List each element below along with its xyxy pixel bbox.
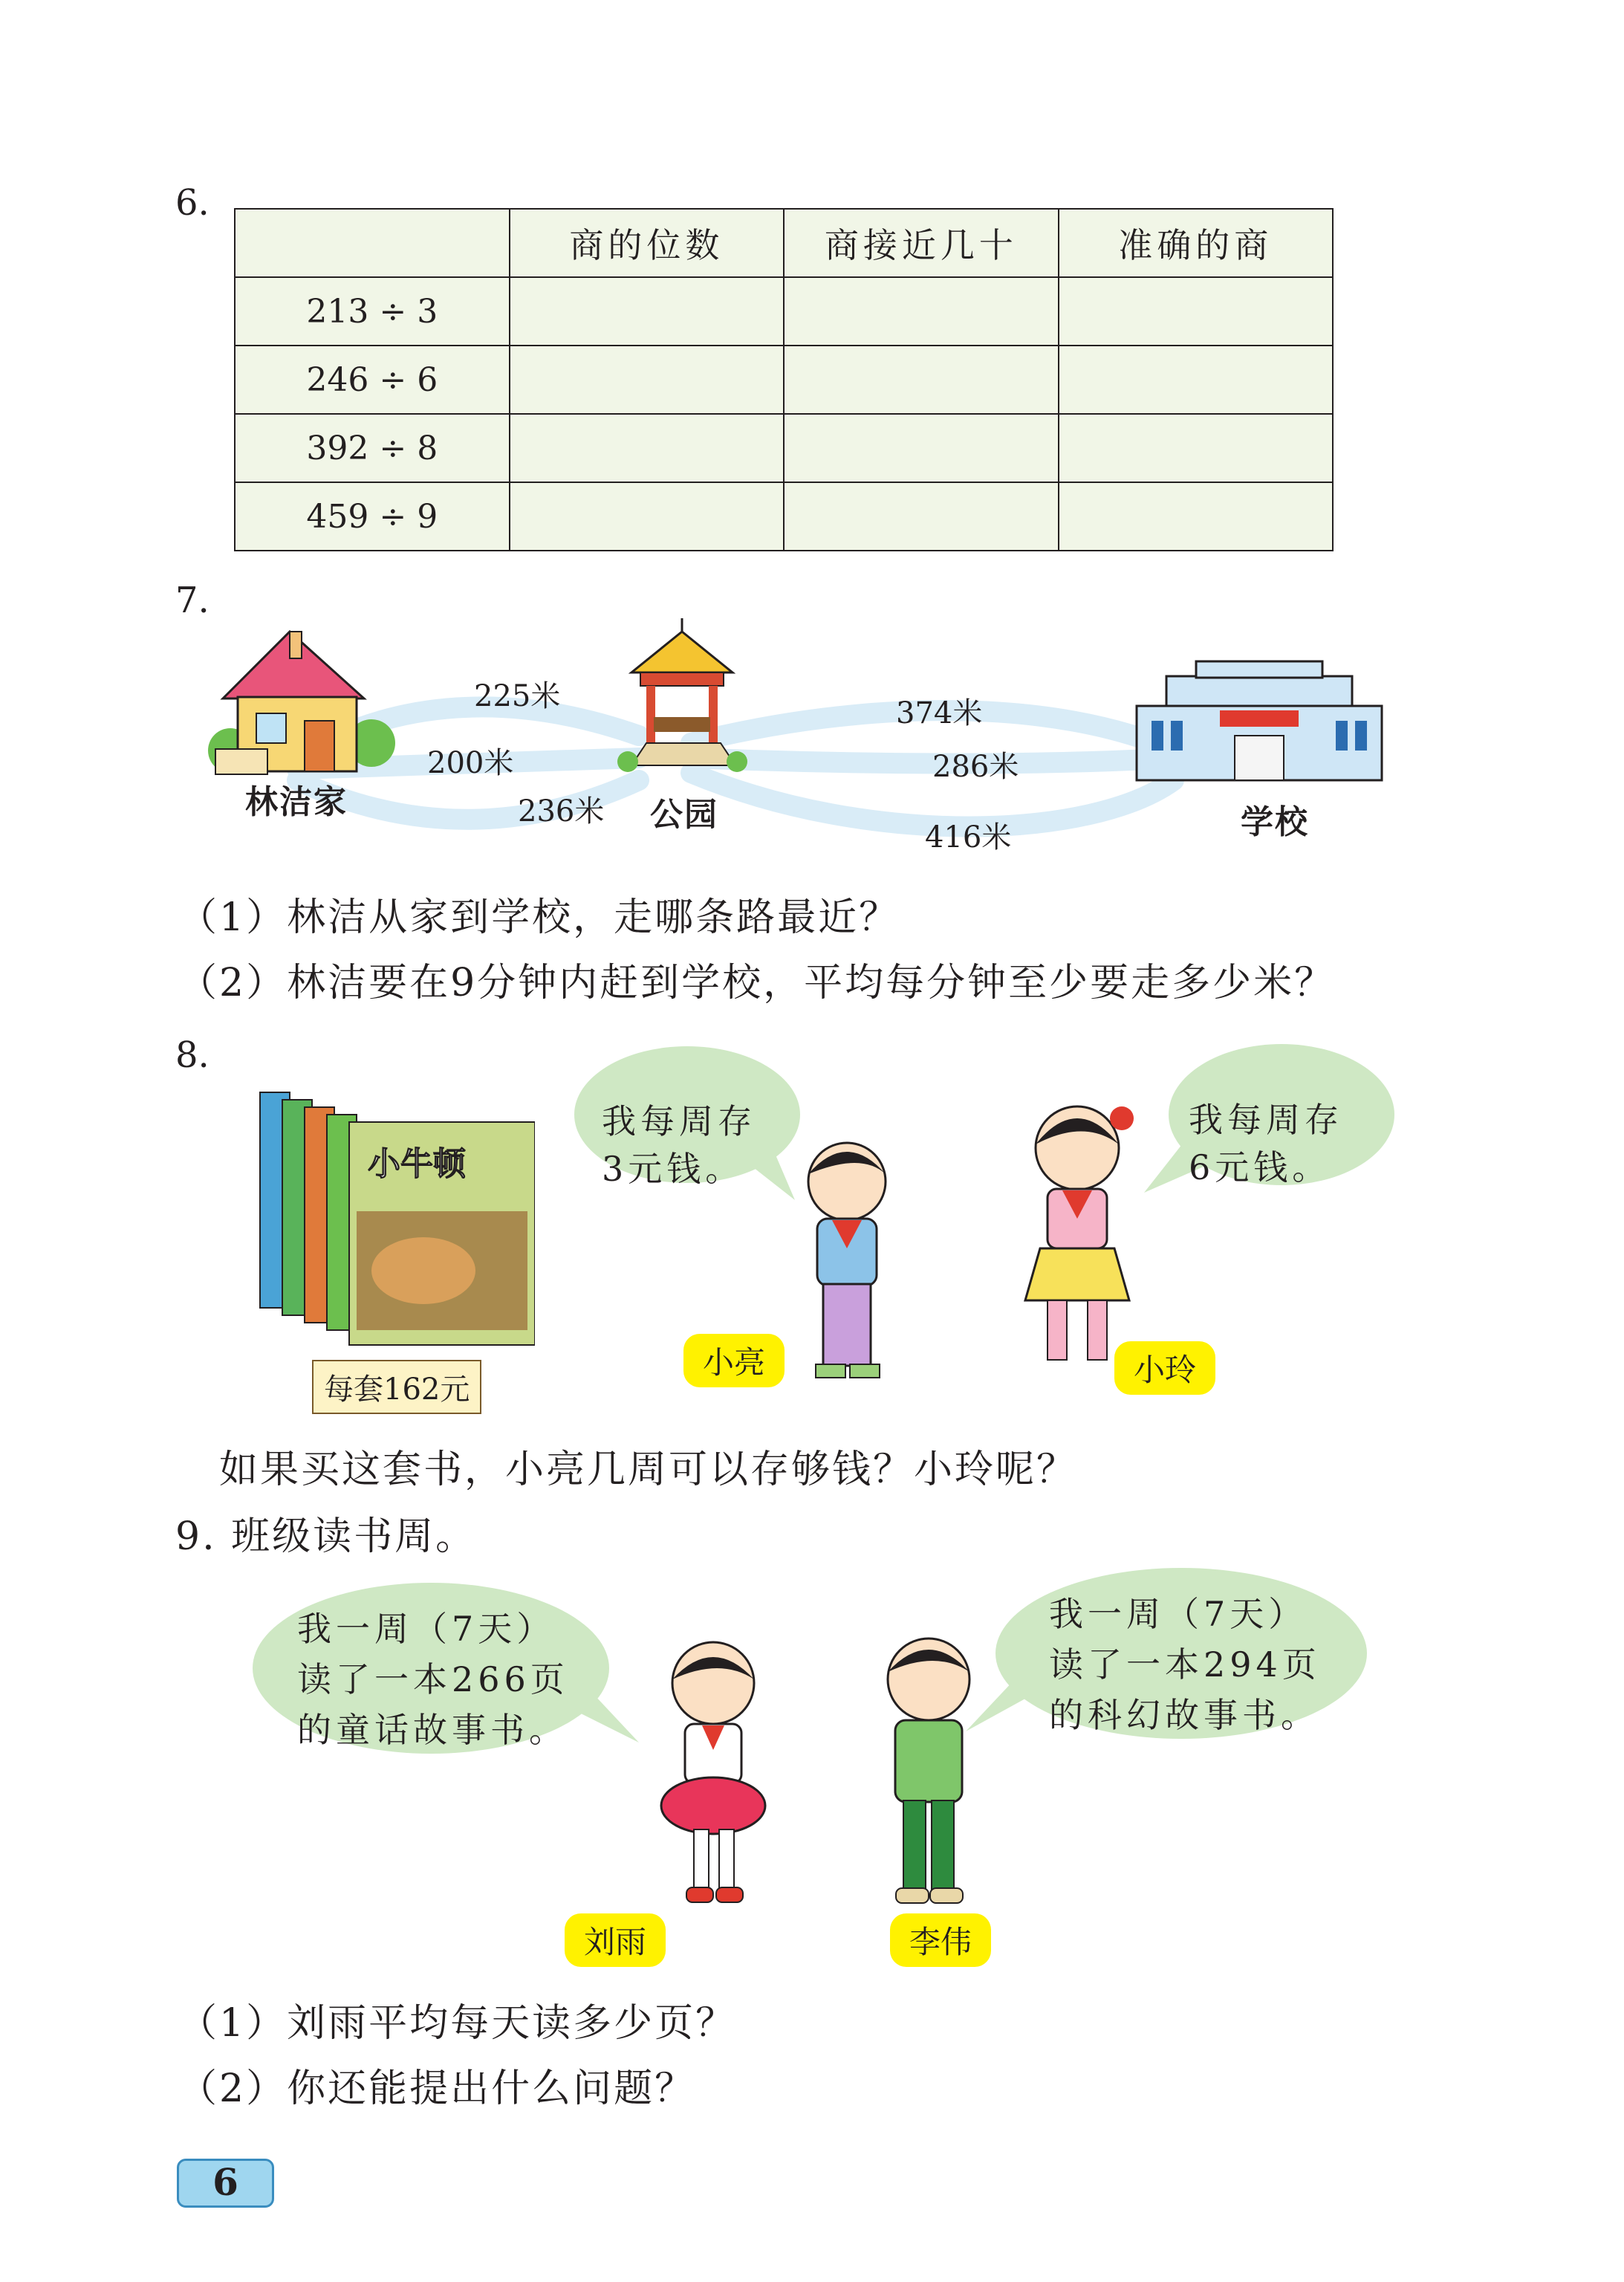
table-row-label: 392 ÷ 8 <box>235 414 510 482</box>
place-home: 林洁家 <box>245 783 348 821</box>
question-9-part-1: （1）刘雨平均每天读多少页？ <box>178 2001 737 2046</box>
speech-line: 的科幻故事书。 <box>1049 1695 1319 1735</box>
question-7-part-1: （1）林洁从家到学校，走哪条路最近？ <box>178 895 900 940</box>
answer-cell[interactable] <box>510 277 784 346</box>
distance-label: 200米 <box>427 746 514 780</box>
speech-line: 我一周（7天） <box>297 1609 556 1649</box>
table-header-cell: 商接近几十 <box>784 209 1058 277</box>
distance-label: 286米 <box>932 750 1019 784</box>
answer-cell[interactable] <box>510 346 784 414</box>
book-title: 小牛顿 <box>368 1145 466 1183</box>
speech-line: 读了一本294页 <box>1049 1644 1321 1685</box>
page-number: 6 <box>177 2159 274 2208</box>
distance-label: 416米 <box>925 820 1012 855</box>
place-park: 公园 <box>650 796 718 834</box>
speech-line: 我一周（7天） <box>1049 1594 1308 1634</box>
answer-cell[interactable] <box>1059 277 1333 346</box>
house-icon <box>208 632 395 774</box>
name-tag-xiaoling: 小玲 <box>1114 1341 1215 1395</box>
answer-cell[interactable] <box>1059 482 1333 551</box>
table-header-row <box>235 209 1333 277</box>
distance-label: 225米 <box>474 679 561 713</box>
answer-cell[interactable] <box>784 482 1058 551</box>
table-row-label: 246 ÷ 6 <box>235 346 510 414</box>
table-header-cell: 准确的商 <box>1059 209 1333 277</box>
boy-xiaoliang-illustration <box>758 1137 936 1382</box>
question-7-part-2: （2）林洁要在9分钟内赶到学校，平均每分钟至少要走多少米？ <box>178 961 1336 1005</box>
question-8-number: 8. <box>175 1034 210 1076</box>
question-8-text: 如果买这套书，小亮几周可以存够钱？小玲呢？ <box>219 1448 1078 1492</box>
question-7-number: 7. <box>175 580 210 621</box>
question-6-number: 6. <box>175 182 210 224</box>
distance-label: 236米 <box>518 794 605 829</box>
table-header-cell: 商的位数 <box>510 209 784 277</box>
table-row-label: 459 ÷ 9 <box>235 482 510 551</box>
place-school: 学校 <box>1241 803 1309 841</box>
boy-liwei-illustration <box>854 1631 1003 1921</box>
table-row <box>235 346 1333 414</box>
question-9-title: 9. 班级读书周。 <box>175 1514 477 1559</box>
answer-cell[interactable] <box>510 414 784 482</box>
name-tag-liwei: 李伟 <box>890 1913 991 1967</box>
answer-cell[interactable] <box>784 346 1058 414</box>
speech-line: 我每周存 <box>1189 1100 1343 1140</box>
name-tag-liuyu: 刘雨 <box>565 1913 666 1967</box>
book-set-image <box>253 1077 535 1360</box>
division-table <box>234 208 1334 551</box>
answer-cell[interactable] <box>510 482 784 551</box>
speech-line: 3元钱。 <box>602 1149 744 1189</box>
girl-liuyu-illustration <box>639 1635 787 1917</box>
table-row <box>235 482 1333 551</box>
answer-cell[interactable] <box>784 277 1058 346</box>
school-icon <box>1137 661 1382 780</box>
speech-line: 6元钱。 <box>1189 1147 1331 1187</box>
answer-cell[interactable] <box>784 414 1058 482</box>
name-tag-xiaoliang: 小亮 <box>683 1334 785 1387</box>
speech-line: 读了一本266页 <box>297 1659 569 1699</box>
speech-line: 我每周存 <box>602 1101 756 1141</box>
answer-cell[interactable] <box>1059 414 1333 482</box>
question-9-part-2: （2）你还能提出什么问题？ <box>178 2067 696 2111</box>
table-header-cell <box>235 209 510 277</box>
table-row <box>235 414 1333 482</box>
table-row-label: 213 ÷ 3 <box>235 277 510 346</box>
answer-cell[interactable] <box>1059 346 1333 414</box>
speech-line: 的童话故事书。 <box>297 1710 568 1750</box>
table-row <box>235 277 1333 346</box>
route-map <box>201 617 1419 869</box>
price-tag: 每套162元 <box>312 1360 481 1414</box>
distance-label: 374米 <box>896 696 983 730</box>
